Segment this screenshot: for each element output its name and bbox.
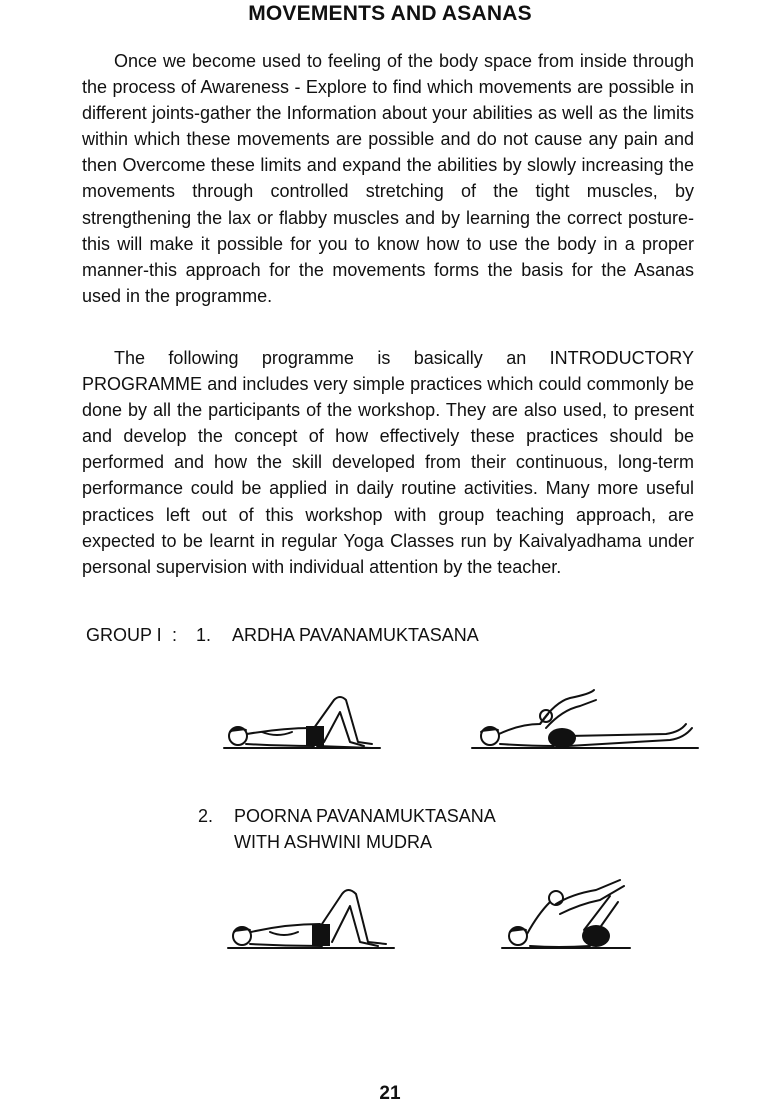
programme-paragraph: The following programme is basically an INTRODUCTORY PROGRAMME and includes very simple practices which could commonly be done by all the participants of the workshop. They are also used, to present and develop the concept of how effectively these practices should be performed and how the skill developed from their continuous, long-term performance could be applied in daily routine activities. Many more useful practices left out of this workshop with group teaching approach, are expected to be learnt in regular Yoga Classes run by Kaivalyadhama under personal supervision with individual attention by the teacher. <box>82 348 694 577</box>
group-heading <box>86 625 479 646</box>
ardha-pavanamuktasana-end-illustration <box>470 684 700 756</box>
intro-paragraph: Once we become used to feeling of the body space from inside through the process of Awareness - Explore to find which movements are possible in different joints-gather the Information about your abilities as well as the limits within which these movements are possible and do not cause any pain and then Overcome these limits and expand the abilities by slowly increasing the movements through controlled stretching of the tight muscles, by strengthening the lax or flabby muscles and by learning the correct posture-this will make it possible for you to know how to use the body in a proper manner-this approach for the movements forms the basis for the Asanas used in the programme. <box>82 51 694 306</box>
item-name-line-1: POORNA PAVANAMUKTASANA <box>234 806 496 826</box>
poorna-pavanamuktasana-end-illustration <box>500 874 632 956</box>
poorna-pavanamuktasana-start-illustration <box>226 872 396 956</box>
item-number: 1. <box>196 625 212 645</box>
group-separator: : <box>172 625 178 645</box>
page-number: 21 <box>379 1083 401 1104</box>
ardha-pavanamuktasana-start-illustration <box>222 676 382 756</box>
group-label: GROUP I <box>86 625 162 645</box>
group-item-2 <box>198 803 496 855</box>
item-name: ARDHA PAVANAMUKTASANA <box>232 625 479 645</box>
item-name-line-2: WITH ASHWINI MUDRA <box>234 832 432 852</box>
item-number: 2. <box>198 806 214 826</box>
page-title: MOVEMENTS AND ASANAS <box>248 2 532 25</box>
